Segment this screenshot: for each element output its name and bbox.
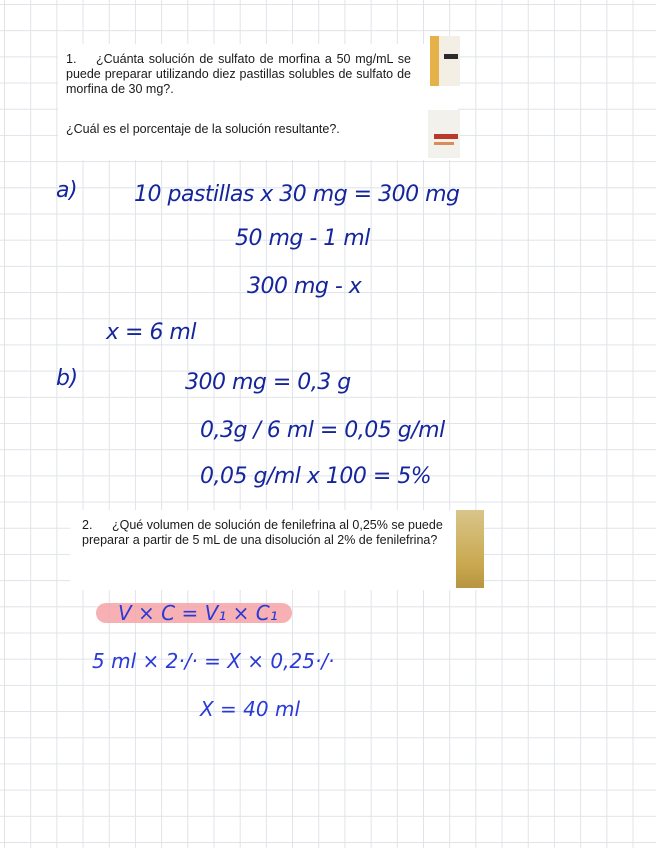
answer-a-line2: 50 mg - 1 ml xyxy=(235,226,370,251)
question-2-number: 2. xyxy=(82,518,93,532)
answer-b-line1: 300 mg = 0,3 g xyxy=(185,370,351,395)
answer-2-line1: 5 ml × 2·/· = X × 0,25·/· xyxy=(92,649,335,673)
question-1-number: 1. xyxy=(66,52,77,66)
question-1-text xyxy=(66,52,411,97)
answer-b-line3: 0,05 g/ml x 100 = 5% xyxy=(200,464,432,489)
answer-a-line3: 300 mg - x xyxy=(247,274,362,299)
morphine-package-image xyxy=(430,36,460,86)
formula-line: V × C = V₁ × C₁ xyxy=(118,601,278,625)
question-1-body: ¿Cuánta solución de sulfato de morfina a 50 mg/mL se puede preparar utilizando diez pastillas solubles de sulfato de morfina de 30 mg?. xyxy=(66,52,411,96)
answer-b-line2: 0,3g / 6 ml = 0,05 g/ml xyxy=(200,418,445,443)
answer-2-result: X = 40 ml xyxy=(200,697,301,721)
question-2-body: ¿Qué volumen de solución de fenilefrina al 0,25% se puede preparar a partir de 5 mL de una disolución al 2% de fenilefrina? xyxy=(82,518,443,547)
answer-a-result: x = 6 ml xyxy=(106,320,196,345)
question-2-text xyxy=(82,518,447,548)
phenylephrine-image xyxy=(456,510,484,588)
morphine-box-image xyxy=(428,110,460,158)
answer-a-label: a) xyxy=(56,178,78,203)
answer-a-line1: 10 pastillas x 30 mg = 300 mg xyxy=(134,182,460,207)
question-2-box xyxy=(70,510,484,590)
question-1-subquestion: ¿Cuál es el porcentaje de la solución resultante?. xyxy=(66,122,340,136)
answer-b-label: b) xyxy=(56,366,78,391)
question-1-box xyxy=(58,44,458,160)
